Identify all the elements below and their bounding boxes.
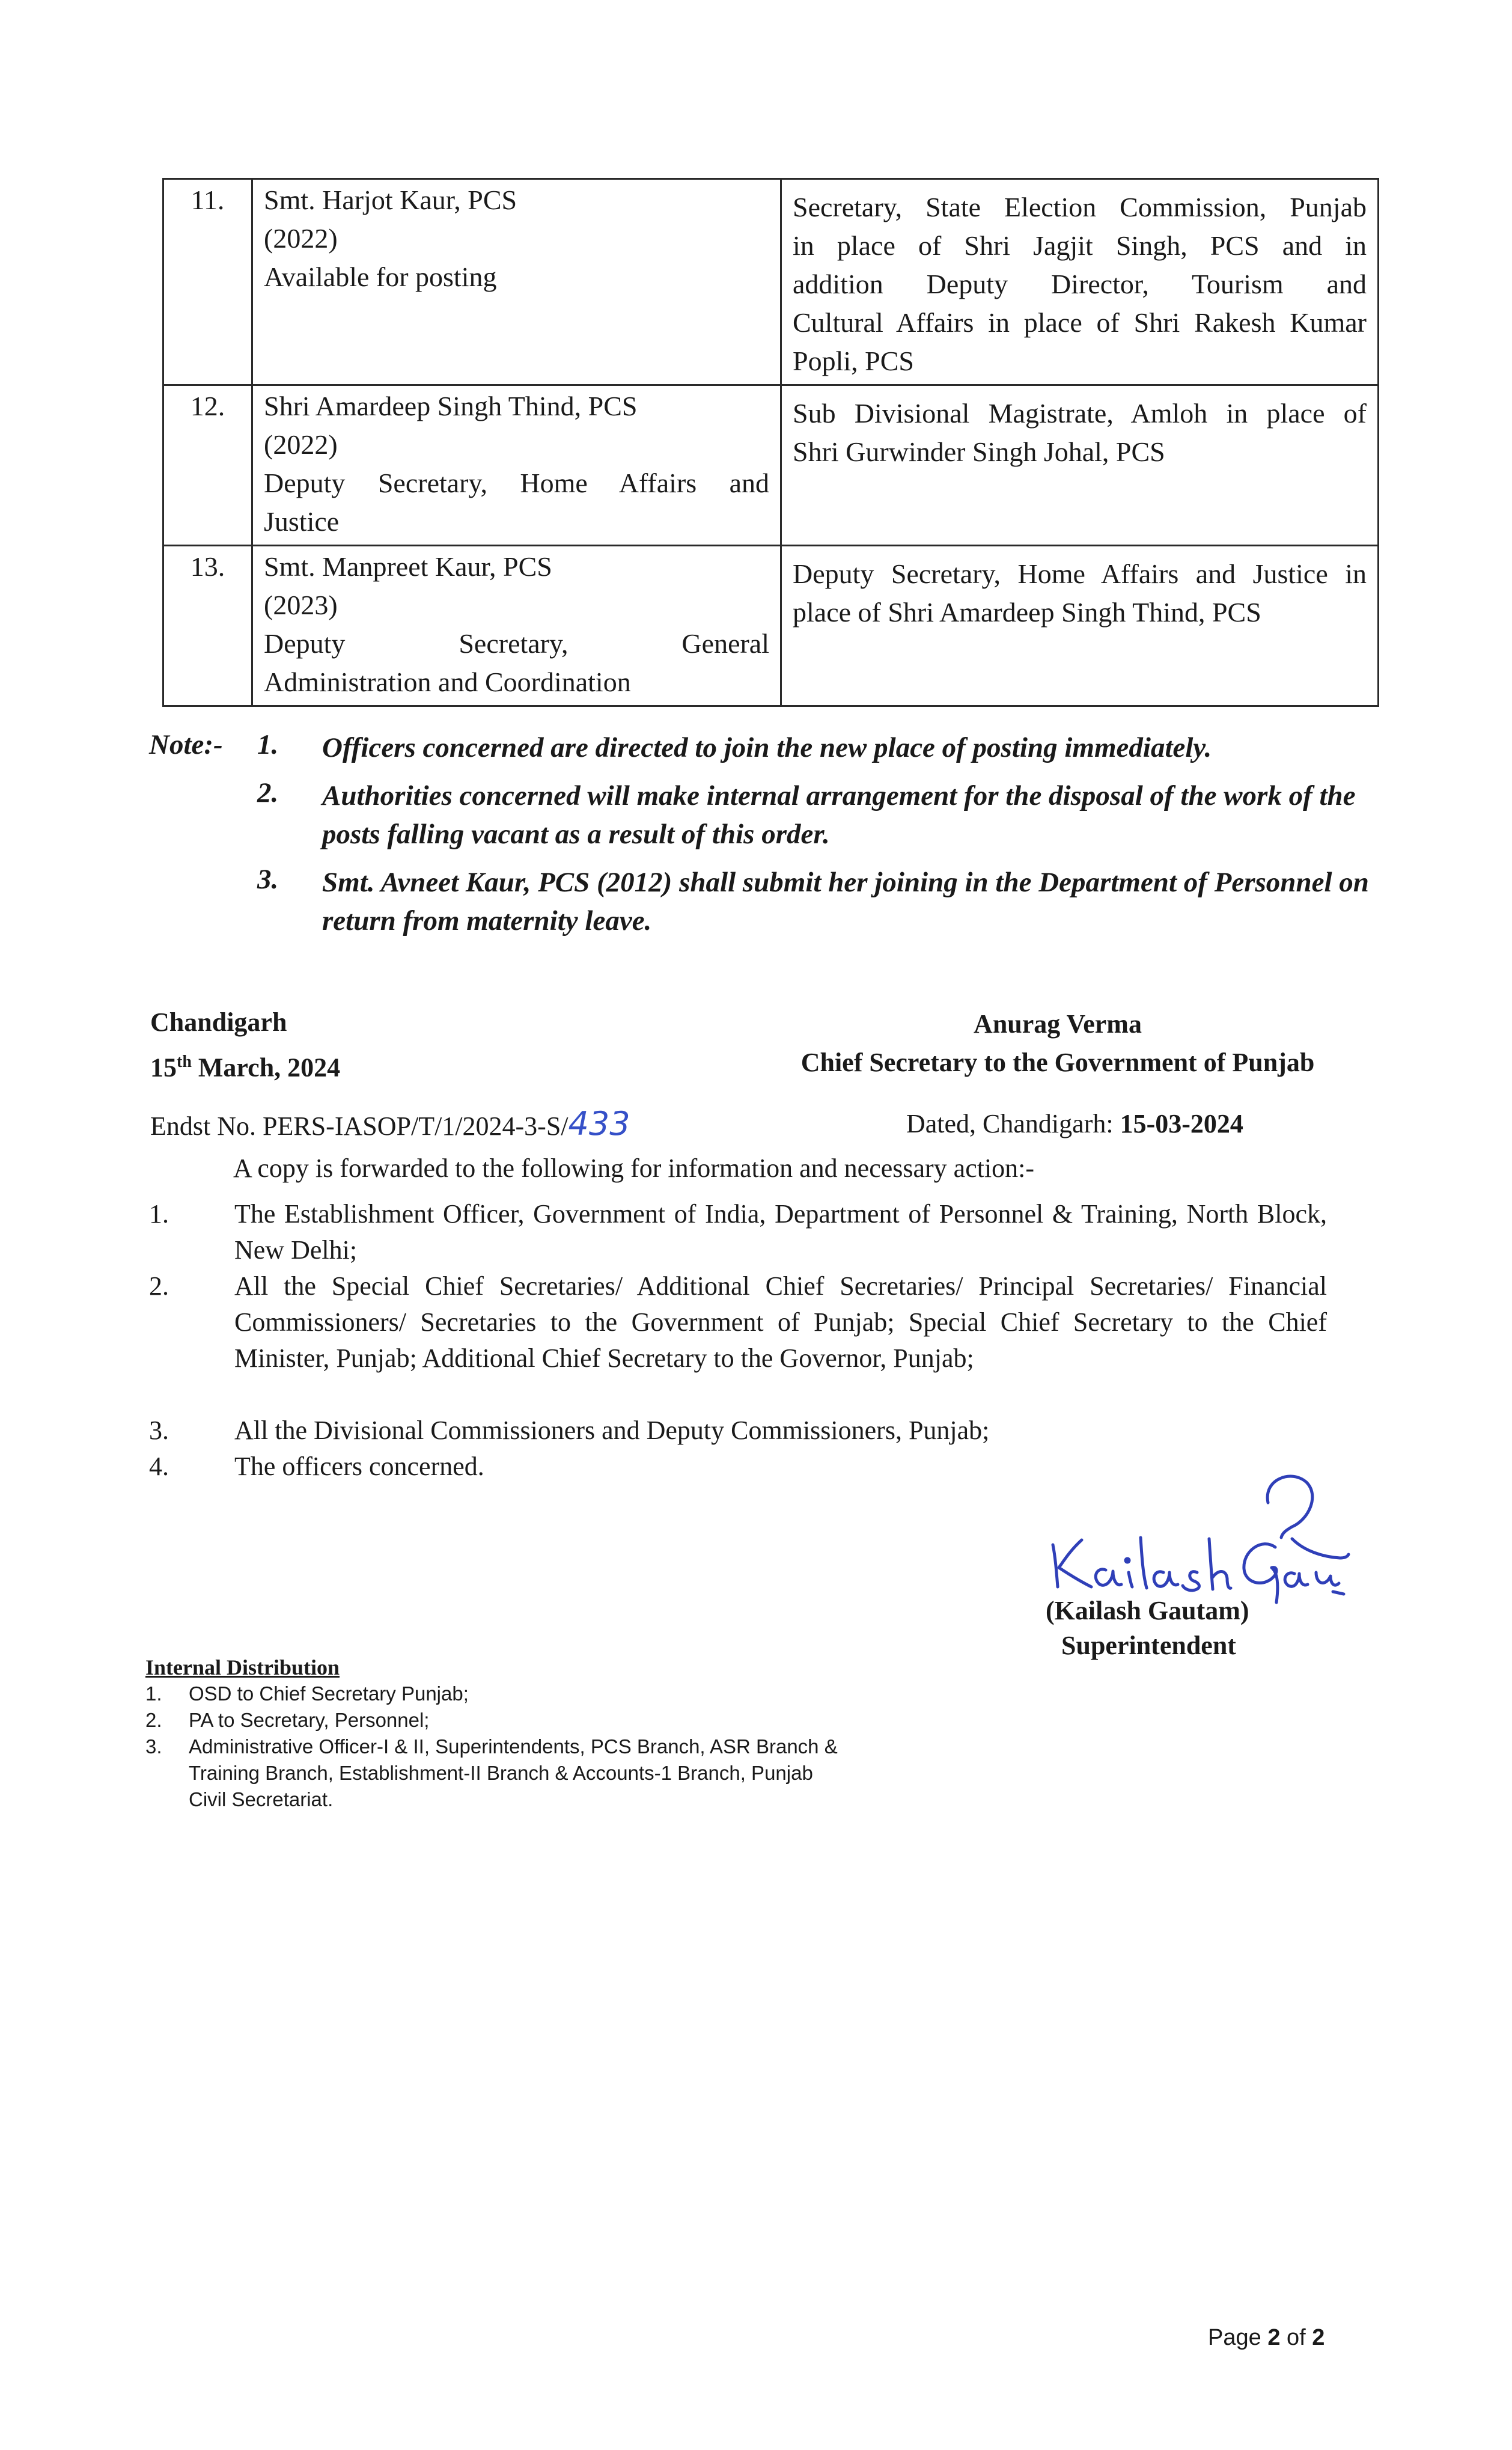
table-row xyxy=(163,385,1379,546)
note-text: Authorities concerned will make internal arrangement for the disposal of the work of the posts falling vacant as a result of this order. xyxy=(322,780,1356,850)
serial-number-cell: 11. xyxy=(163,179,252,385)
posting-line: Sub Divisional Magistrate, Amloh in place of xyxy=(793,398,1367,429)
officer-cell xyxy=(252,546,781,706)
internal-distribution xyxy=(145,1654,855,1813)
place: Chandigarh xyxy=(150,1007,287,1037)
table-row xyxy=(163,179,1379,385)
posting-cell xyxy=(781,546,1379,706)
officer-cell xyxy=(252,179,781,385)
posting-cell xyxy=(781,385,1379,546)
place-date-block xyxy=(150,1003,340,1088)
page-number: Page 2 of 2 xyxy=(1208,2325,1325,2350)
signer-name: (Kailash Gautam) xyxy=(1046,1596,1249,1625)
officer-cell xyxy=(252,385,781,546)
note-number: 1. xyxy=(257,729,279,760)
officer-line: Deputy Secretary, General xyxy=(264,628,769,659)
order-date: 15th March, 2024 xyxy=(150,1052,341,1083)
handwritten-number: 433 xyxy=(568,1105,630,1143)
officer-line: (2022) xyxy=(264,429,338,460)
officer-line: Smt. Manpreet Kaur, PCS xyxy=(264,551,552,582)
serial-number-cell: 13. xyxy=(163,546,252,706)
posting-cell xyxy=(781,179,1379,385)
posting-line: in place of Shri Jagjit Singh, PCS and in xyxy=(793,230,1367,261)
officer-line: Deputy Secretary, Home Affairs and xyxy=(264,468,769,498)
officer-line: (2023) xyxy=(264,590,338,620)
document-page: 11. Smt. Harjot Kaur, PCS (2022) Available for posting Secretary, State Election Commission, Punjab in place of Shri Jagjit Singh, PCS and in addition Deputy Director, Tourism and Cultural Affairs in place of Shri Rakesh Kumar Popli, PCS 12. Shri Amardeep Singh Thind, PCS (2022) Deputy Secretary, Home Affairs and Justice Sub Divisional Magistrate, Amloh in place of Shri Gurwinder Singh Johal, PCS 13. Smt. Manpreet Kaur, PCS (2023) Deputy Secretary, General Administration and Coordination Deputy Secretary, Home Affairs and Justice in place of Shri Amardeep Singh Thind, PCS Note:- 1. Officers concerned are directed to join the new place of posting immediately. 2. Authorities concerned will make internal arrangement for the disposal of the work of the posts falling vacant as a result of this order. 3. Smt. Avneet Kaur, PCS (2012) shall submit her joining in the Department of Personnel on return from maternity leave. Chandigarh 15th March, 2024 Anurag Verma Chief Secretary to the Government of Punjab Endst No. PERS-IASOP/T/1/2024-3-S/433 Dated, Chandigarh: 15-03-2024 A copy is forwarded to the following for information and necessary action:- 1. The Establishment Officer, Government of India, Department of Personnel & Training, North Block, New Delhi; 2. All the Special Chief Secretaries/ Additional Chief Secretaries/ Principal Secretaries/ Financial Commissioners/ Secretaries to the Government of Punjab; Special Chief Secretary to the Chief Minister, Punjab; Additional Chief Secretary to the Governor, Punjab; 3. All the Divisional Commissioners and Deputy Commissioners, Punjab; 4. The officers concerned. (Kailash Gautam) Superintendent Internal Distribution 1. OSD to Chief Secretary Punjab; 2. PA to Secretary, Personnel; 3. Administrative Officer-I & II, Superintendents, PCS Branch, ASR Branch & Training Branch, Establishment-II Branch & Accounts-1 Branch, Punjab Civil Secretariat. Page 2 of 2 xyxy=(0,0,1512,2450)
serial-number-cell: 12. xyxy=(163,385,252,546)
note-text: Officers concerned are directed to join the new place of posting immediately. xyxy=(322,732,1212,763)
endorsement-date: Dated, Chandigarh: 15-03-2024 xyxy=(906,1109,1243,1138)
notes-heading: Note:- xyxy=(149,729,223,760)
officer-line: Shri Amardeep Singh Thind, PCS xyxy=(264,391,638,421)
posting-line: Secretary, State Election Commission, Punjab xyxy=(793,192,1367,222)
table-row xyxy=(163,546,1379,706)
endorsement-intro: A copy is forwarded to the following for information and necessary action:- xyxy=(233,1153,1035,1183)
list-item: 1. OSD to Chief Secretary Punjab; xyxy=(145,1682,469,1705)
note-text: Smt. Avneet Kaur, PCS (2012) shall submit her joining in the Department of Personnel on return from maternity leave. xyxy=(322,867,1369,936)
posting-line: Shri Gurwinder Singh Johal, PCS xyxy=(793,436,1165,467)
signatory-name: Anurag Verma xyxy=(974,1009,1142,1039)
postings-table xyxy=(162,178,1379,707)
officer-line: Administration and Coordination xyxy=(264,667,631,697)
posting-line: place of Shri Amardeep Singh Thind, PCS xyxy=(793,597,1261,628)
posting-line: Cultural Affairs in place of Shri Rakesh Kumar xyxy=(793,307,1367,338)
signature-image xyxy=(1040,1467,1352,1605)
list-item: 3. Administrative Officer-I & II, Superintendents, PCS Branch, ASR Branch & Training Branch, Establishment-II Branch & Accounts-1 Branch, Punjab Civil Secretariat. xyxy=(145,1735,838,1810)
signatory-designation: Chief Secretary to the Government of Punjab xyxy=(800,1048,1315,1077)
signer-designation: Superintendent xyxy=(1061,1631,1236,1660)
posting-line: Deputy Secretary, Home Affairs and Justice in xyxy=(793,558,1367,589)
posting-line: addition Deputy Director, Tourism and xyxy=(793,269,1367,299)
internal-distribution-heading: Internal Distribution xyxy=(145,1655,340,1679)
signatory-block xyxy=(709,1005,1406,1082)
officer-line: (2022) xyxy=(264,223,338,254)
officer-line: Available for posting xyxy=(264,261,497,292)
posting-line: Popli, PCS xyxy=(793,346,914,376)
note-number: 2. xyxy=(257,777,279,808)
officer-line: Smt. Harjot Kaur, PCS xyxy=(264,185,517,215)
note-number: 3. xyxy=(257,864,279,895)
list-item: 2. PA to Secretary, Personnel; xyxy=(145,1709,430,1731)
endorsement-number: Endst No. PERS-IASOP/T/1/2024-3-S/433 xyxy=(150,1105,630,1143)
officer-line: Justice xyxy=(264,506,340,537)
